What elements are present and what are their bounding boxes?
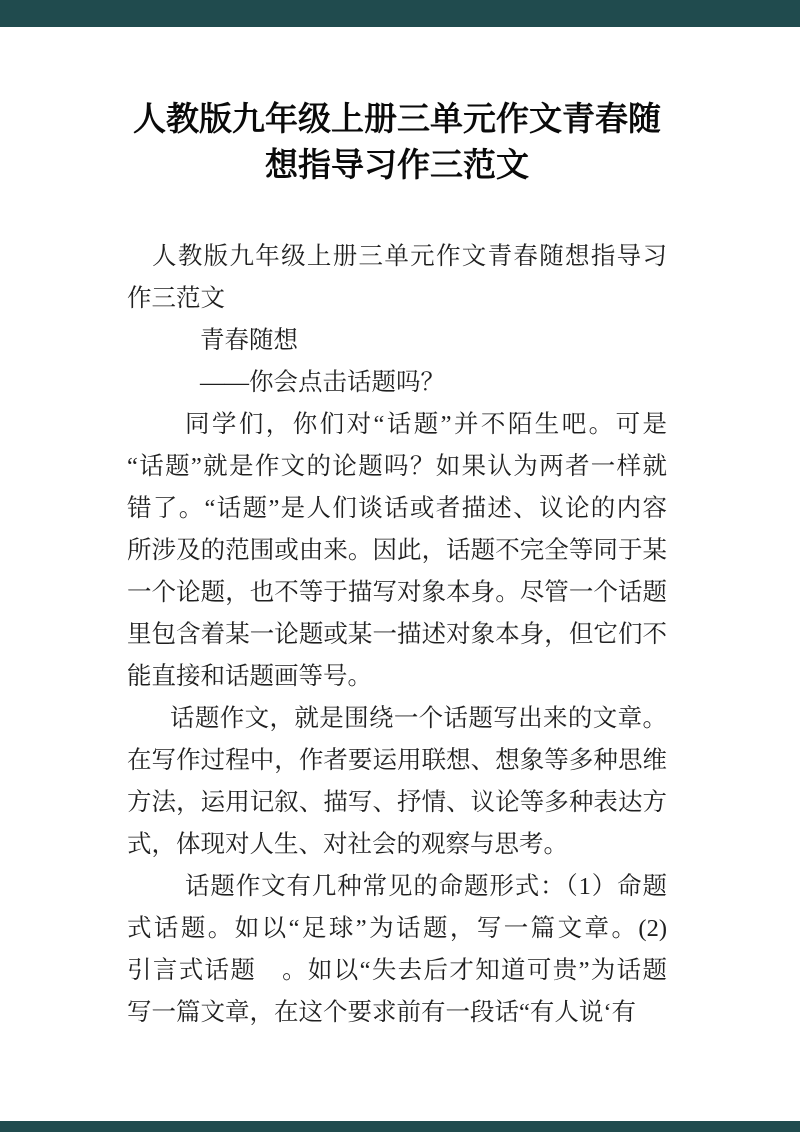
text-line: 错了。“话题”是人们谈话或者描述、议论的内容: [127, 495, 667, 522]
document-body: [127, 236, 667, 1034]
text-line: 引言式话题 。如以“失去后才知道可贵”为话题: [127, 957, 667, 984]
text-line: 里包含着某一论题或某一描述对象本身，但它们不: [127, 621, 667, 648]
document-title: 人教版九年级上册三单元作文青春随想指导习作三范文: [133, 100, 661, 183]
paragraph: [127, 404, 667, 698]
paragraph: [127, 698, 667, 866]
text-line: 能直接和话题画等号。: [127, 663, 372, 690]
top-letterbox-bar: [0, 0, 800, 27]
text-line: 话题作文，就是围绕一个话题写出来的文章。: [170, 705, 667, 732]
bottom-letterbox-bar: [0, 1121, 800, 1132]
text-line: 写一篇文章，在这个要求前有一段话“有人说‘有: [127, 999, 637, 1026]
paragraph: [127, 866, 667, 1034]
text-line: 一个论题，也不等于描写对象本身。尽管一个话题: [127, 579, 667, 606]
paragraph: [127, 362, 667, 404]
text-line: 同学们，你们对“话题”并不陌生吧。可是: [185, 411, 667, 438]
paragraph: [127, 236, 667, 320]
text-line: 所涉及的范围或由来。因此，话题不完全等同于某: [127, 537, 667, 564]
text-line: 在写作过程中，作者要运用联想、想象等多种思维: [127, 747, 667, 774]
text-line: 式，体现对人生、对社会的观察与思考。: [127, 831, 568, 858]
document-content: [127, 0, 667, 1034]
text-line: “话题”就是作文的论题吗？如果认为两者一样就: [127, 453, 667, 480]
text-line: 青春随想: [200, 327, 298, 354]
text-line: ——你会点击话题吗？: [200, 369, 445, 396]
text-line: 式话题。如以“足球”为话题，写一篇文章。(2): [127, 915, 667, 942]
text-line: 话题作文有几种常见的命题形式：（1）命题: [185, 873, 667, 900]
text-line: 方法，运用记叙、描写、抒情、议论等多种表达方: [127, 789, 667, 816]
text-line: 作三范文: [127, 285, 225, 312]
paragraph: [127, 320, 667, 362]
text-line: 人教版九年级上册三单元作文青春随想指导习: [152, 243, 667, 270]
